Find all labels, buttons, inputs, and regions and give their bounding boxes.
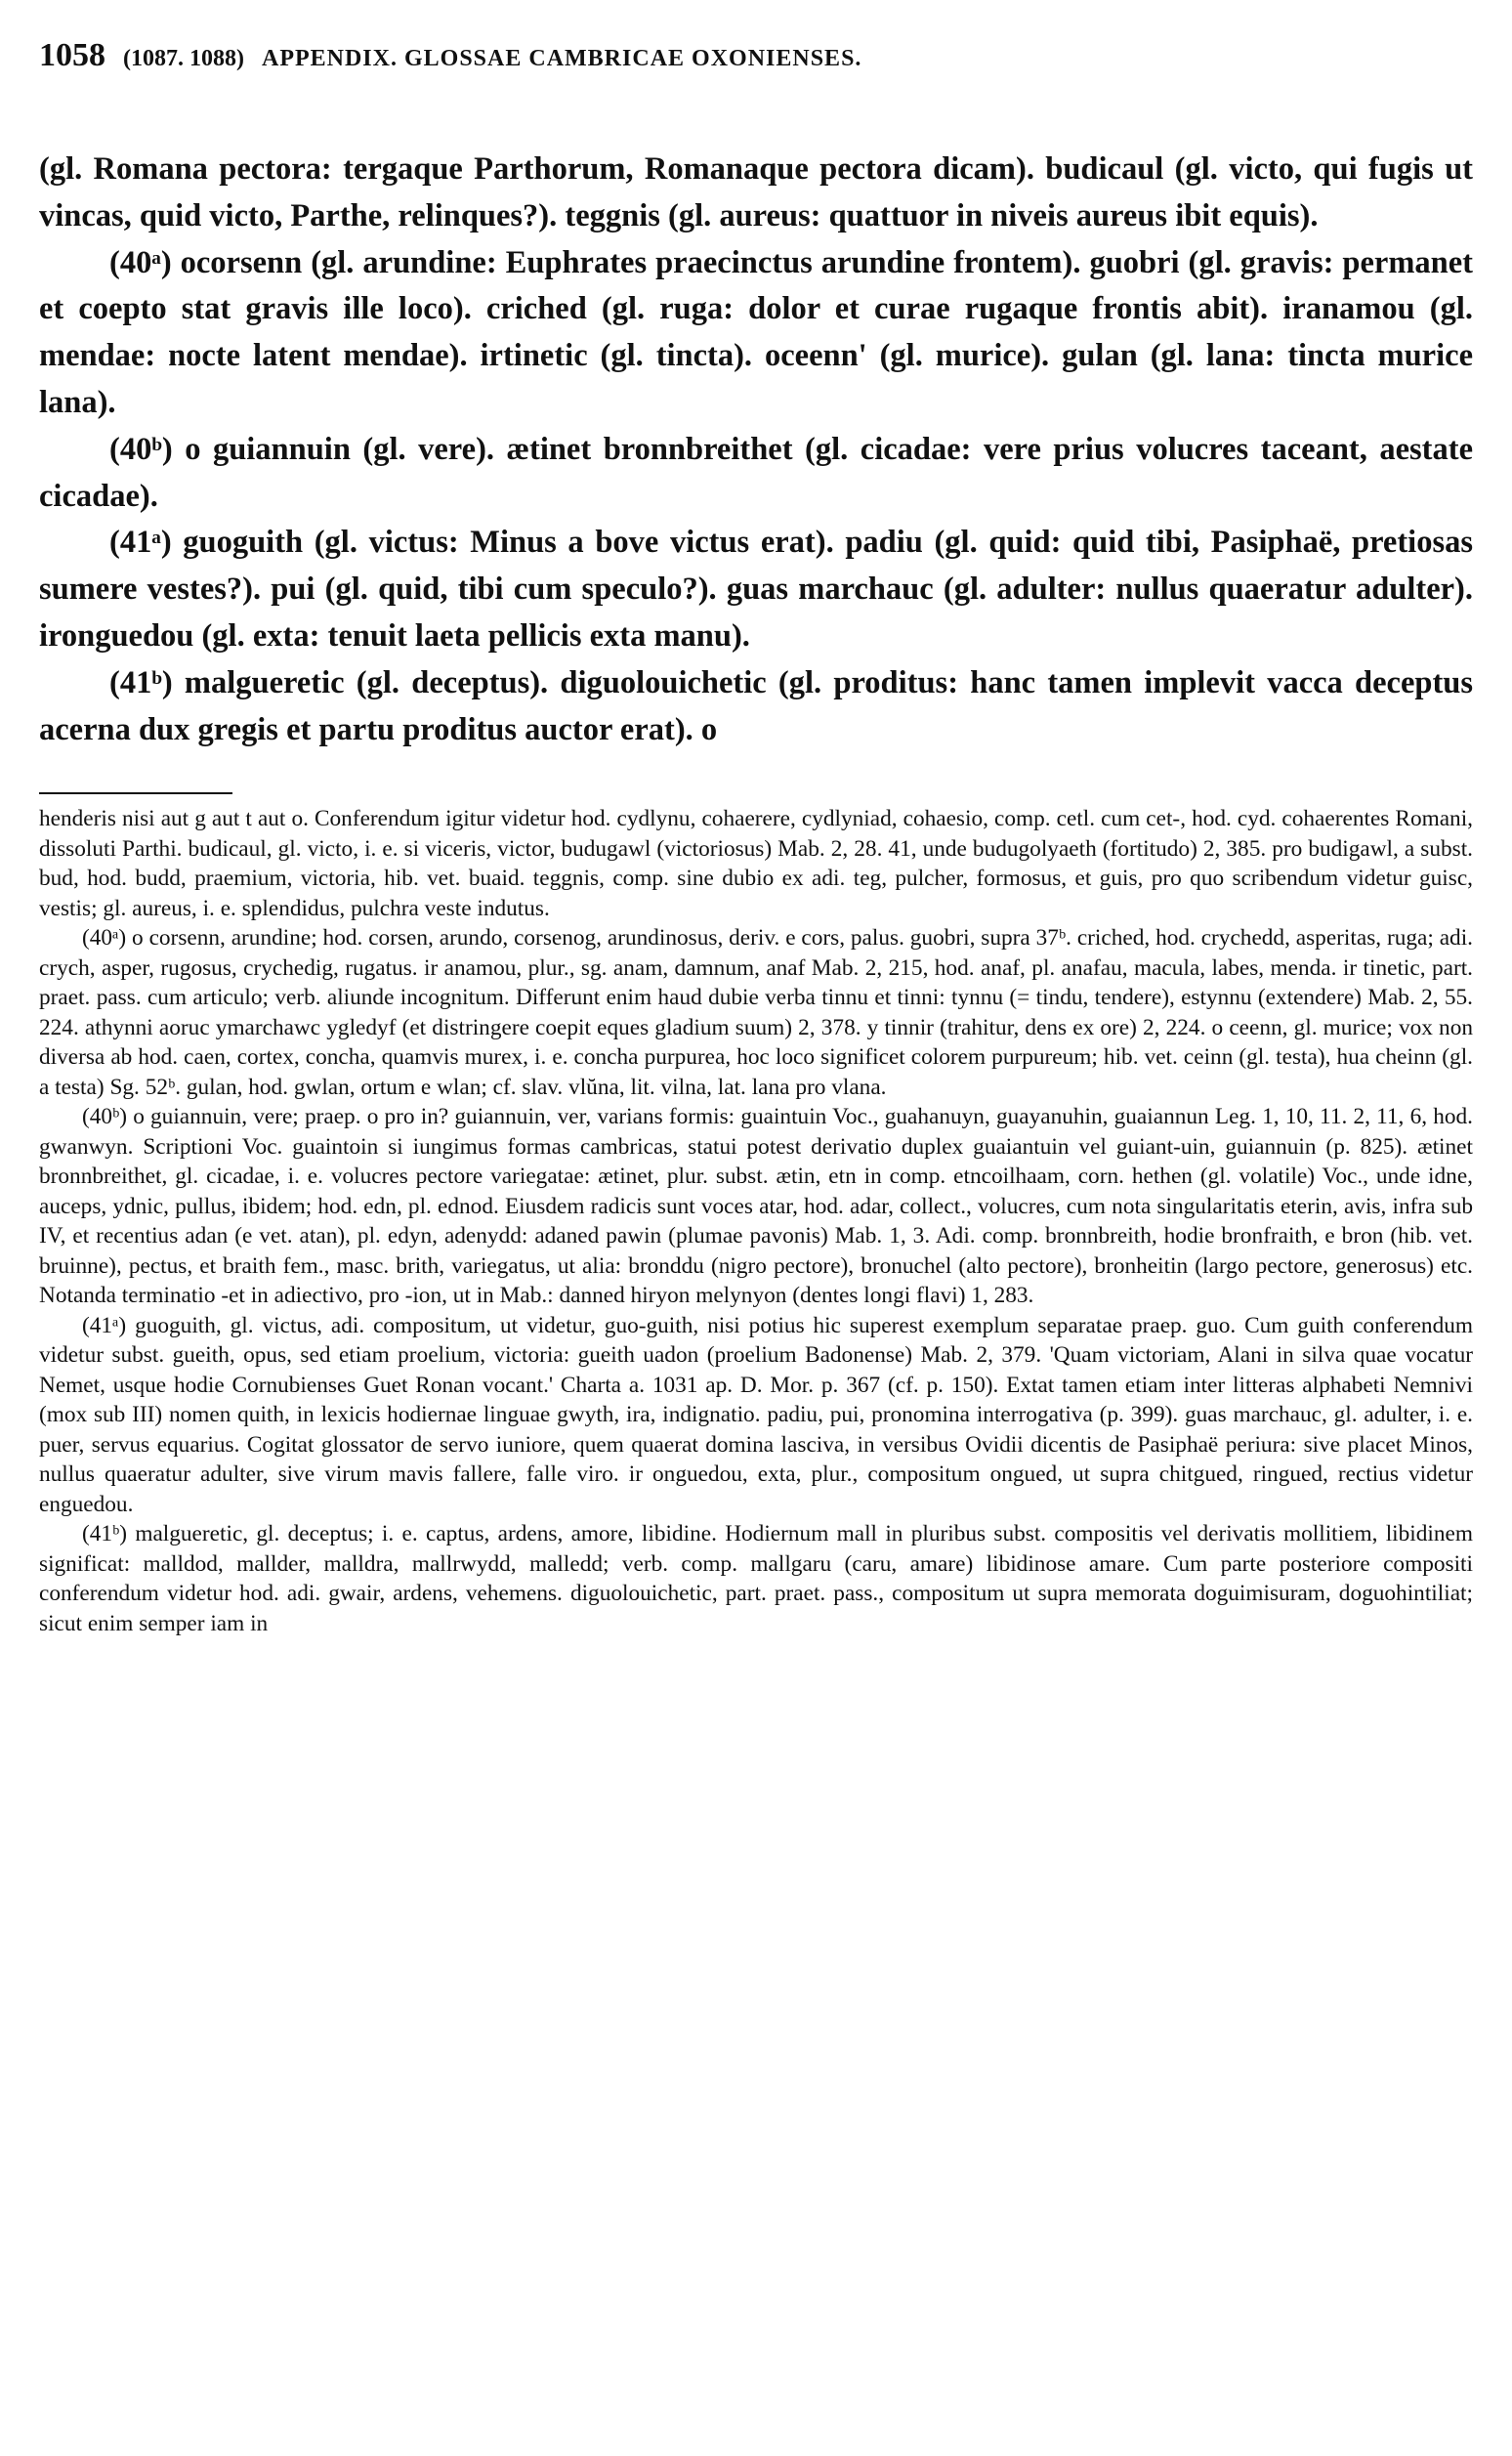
running-title: APPENDIX. GLOSSAE CAMBRICAE OXONIENSES. [261, 46, 862, 71]
footnote-paragraph: henderis nisi aut g aut t aut o. Conferendum igitur videtur hod. cydlynu, cohaerere, cydlyniad, cohaesio, comp. cetl. cum cet-, hod. cyd. cohaerentes Romani, dissoluti Parthi. budicaul, gl. victo, i. e. si viceris, victor, budugawl (victoriosus) Mab. 2, 28. 41, unde budugolyaeth (fortitudo) 2, 385. pro budigawl, a subst. bud, hod. budd, praemium, victoria, hib. vet. buaid. teggnis, comp. sine dubio ex adi. teg, pulcher, formosus, et guis, pro quo scribendum videtur guisc, vestis; gl. aureus, i. e. splendidus, pulchra veste indutus. [39, 806, 1473, 921]
footnote-paragraph: (41ᵃ) guoguith, gl. victus, adi. compositum, ut videtur, guo-guith, nisi potius hic superest exemplum separatae praep. guo. Cum guith conferendum videtur subst. gueith, opus, sed etiam proelium, victoria: gueith uadon (proelium Badonense) Mab. 2, 379. 'Quam victoriam, Alani in silva quae vocatur Nemet, usque hodie Cornubienses Guet Ronan vocant.' Charta a. 1031 ap. D. Mor. p. 367 (cf. p. 150). Extat tamen etiam inter litteras alphabeti Nemnivi (mox sub III) nomen quith, in lexicis hodiernae linguae gwyth, ira, indignatio. padiu, pui, pronomina interrogativa (p. 399). guas marchauc, gl. adulter, i. e. puer, servus equarius. Cogitat glossator de servo iuniore, quem quaerat domina lasciva, in versibus Ovidii dicentis de Pasiphaë periura: sive placet Minos, nullus quaeratur adulter, sive virum mavis fallere, falle viro. ir onguedou, exta, plur., compositum ongued, ut supra chitgued, ringued, rectius videtur enguedou. [39, 1312, 1473, 1517]
main-paragraph: (41ᵃ) guoguith (gl. victus: Minus a bove victus erat). padiu (gl. quid: quid tibi, Pasiphaë, pretiosas sumere vestes?). pui (gl. quid, tibi cum speculo?). guas marchauc (gl. adulter: nullus quaeratur adulter). ironguedou (gl. exta: tenuit laeta pellicis exta manu). [39, 525, 1473, 654]
footnote-paragraph: (41ᵇ) malgueretic, gl. deceptus; i. e. captus, ardens, amore, libidine. Hodiernum mall in pluribus subst. compositis vel derivatis mollitiem, libidinem significat: malldod, mallder, malldra, mallrwydd, malledd; verb. comp. mallgaru (caru, amare) libidinose amare. Cum parte posteriore compositi conferendum videtur hod. adi. gwair, ardens, vehemens. diguolouichetic, part. praet. pass., compositum ut supra memorata doguimisuram, doguohintiliat; sicut enim semper iam in [39, 1521, 1473, 1636]
main-paragraph: (40ᵃ) ocorsenn (gl. arundine: Euphrates praecinctus arundine frontem). guobri (gl. gravis: permanet et coepto stat gravis ille loco). criched (gl. ruga: dolor et curae rugaque frontis abit). iranamou (gl. mendae: nocte latent mendae). irtinetic (gl. tincta). oceenn' (gl. murice). gulan (gl. lana: tincta murice lana). [39, 244, 1473, 420]
main-paragraph: (40ᵇ) o guiannuin (gl. vere). ætinet bronnbreithet (gl. cicadae: vere prius volucres taceant, aestate cicadae). [39, 431, 1473, 514]
footnote-paragraph: (40ᵃ) o corsenn, arundine; hod. corsen, arundo, corsenog, arundinosus, deriv. e cors, palus. guobri, supra 37ᵇ. criched, hod. crychedd, asperitas, ruga; adi. crych, asper, rugosus, crychedig, rugatus. ir anamou, plur., sg. anam, damnum, anaf Mab. 2, 215, hod. anaf, pl. anafau, macula, labes, menda. ir tinetic, part. praet. pass. cum articulo; verb. aliunde incognitum. Differunt enim haud dubie verba tinnu et tinni: tynnu (= tindu, tendere), estynnu (extendere) Mab. 2, 55. 224. athynni aoruc ymarchawc ygledyf (et distringere coepit eques gladium suum) 2, 378. y tinnir (trahitur, dens ex ore) 2, 224. o ceenn, gl. murice; vox non diversa ab hod. caen, cortex, concha, quamvis murex, i. e. concha purpurea, hoc loco significet colorem purpureum; hib. vet. ceinn (gl. testa), hua cheinn (gl. a testa) Sg. 52ᵇ. gulan, hod. gwlan, ortum e wlan; cf. slav. vlŭna, lit. vilna, lat. lana pro vlana. [39, 925, 1473, 1100]
running-header [39, 37, 1473, 96]
main-paragraph: (41ᵇ) malgueretic (gl. deceptus). diguolouichetic (gl. proditus: hanc tamen implevit vacca deceptus acerna dux gregis et partu proditus auctor erat). o [39, 664, 1473, 747]
page-refs: (1087. 1088) [123, 46, 244, 71]
page-number: 1058 [39, 37, 105, 73]
footnotes [39, 804, 1473, 1638]
main-text [39, 147, 1473, 753]
footnote-divider [39, 792, 232, 794]
footnote-paragraph: (40ᵇ) o guiannuin, vere; praep. o pro in? guiannuin, ver, varians formis: guaintuin Voc., guahanuyn, guayanuhin, guaiannun Leg. 1, 10, 11. 2, 11, 6, hod. gwanwyn. Scriptioni Voc. guaintoin si iungimus formas cambricas, statui potest derivatio duplex guaiantuin vel guiant-uin, guiannuin (p. 825). ætinet bronnbreithet, gl. cicadae, i. e. volucres pectore variegatae: ætinet, plur. subst. ætin, etn in comp. etncoilhaam, corn. hethen (gl. volatile) Voc., unde idne, auceps, ydnic, pullus, ibidem; hod. edn, pl. ednod. Eiusdem radicis sunt voces atar, hod. adar, collect., volucres, cum nota singularitatis eterin, avis, infra sub IV, et recentius adan (e vet. atan), pl. edyn, adenydd: adaned pawin (plumae pavonis) Mab. 1, 3. Adi. comp. bronnbreith, hodie bronfraith, e bron (hib. vet. bruinne), pectus, et braith fem., masc. brith, variegatus, ut alia: bronddu (nigro pectore), bronuchel (alto pectore), bronheitin (largo pectore, generosus) etc. Notanda terminatio -et in adiectivo, pro -ion, ut in Mab.: danned hiryon melynyon (dentes longi flavi) 1, 283. [39, 1104, 1473, 1309]
page [39, 37, 1473, 1638]
main-paragraph: (gl. Romana pectora: tergaque Parthorum, Romanaque pectora dicam). budicaul (gl. victo, qui fugis ut vincas, quid victo, Parthe, relinques?). teggnis (gl. aureus: quattuor in niveis aureus ibit equis). [39, 151, 1473, 233]
